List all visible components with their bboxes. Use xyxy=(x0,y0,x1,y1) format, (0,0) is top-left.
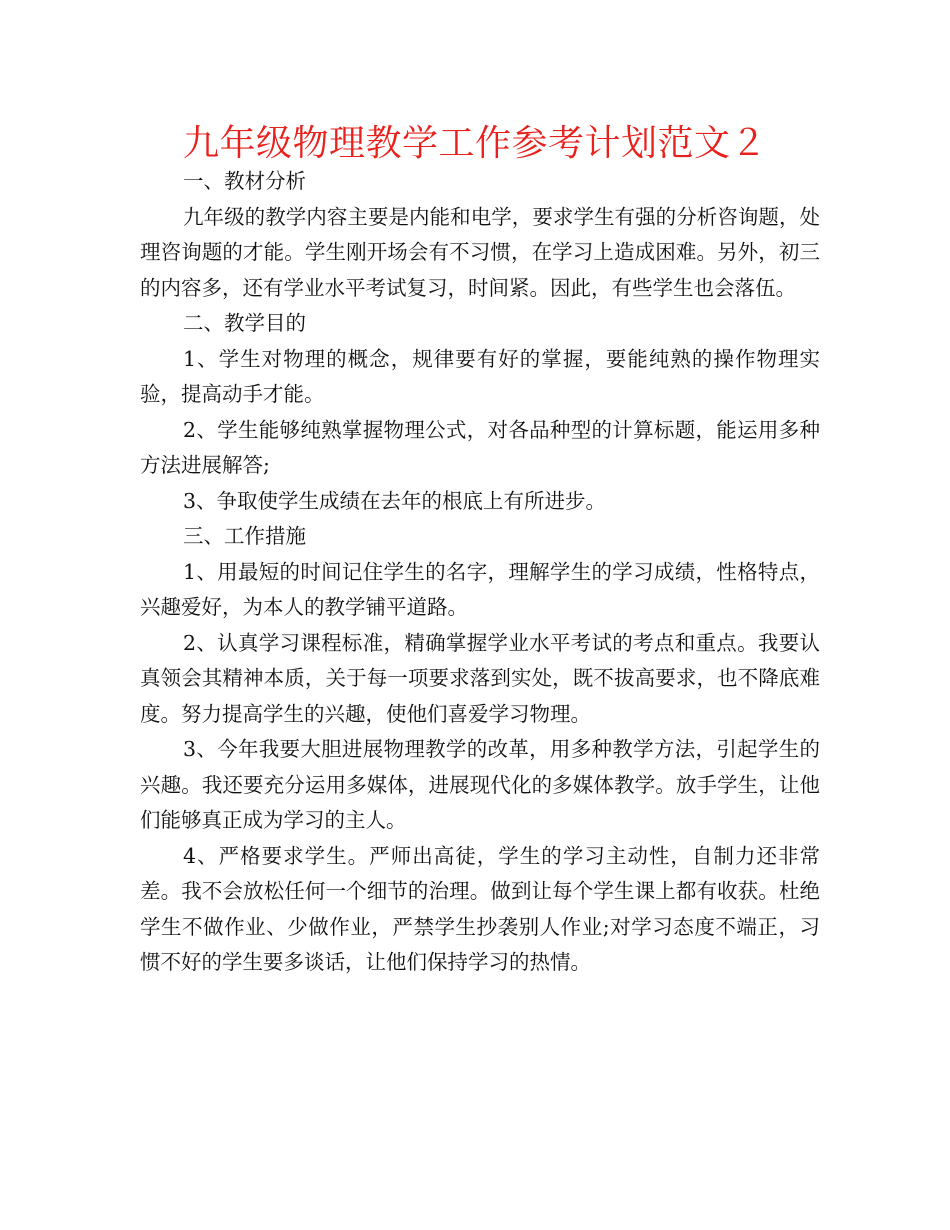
paragraph-textbook-analysis: 九年级的教学内容主要是内能和电学，要求学生有强的分析咨询题，处理咨询题的才能。学生刚开场会有不习惯，在学习上造成困难。另外，初三的内容多，还有学业水平考试复习，时间紧。因此，有些学生也会落伍。 xyxy=(140,204,820,300)
section-heading-work-measures: 三、工作措施 xyxy=(183,524,306,548)
goal-item-1: 1、学生对物理的概念，规律要有好的掌握，要能纯熟的操作物理实验，提高动手才能。 xyxy=(140,346,820,406)
measure-item-4: 4、严格要求学生。严师出高徒，学生的学习主动性，自制力还非常差。我不会放松任何一个细节的治理。做到让每个学生课上都有收获。杜绝学生不做作业、少做作业，严禁学生抄袭别人作业;对学习态度不端正，习惯不好的学生要多谈话，让他们保持学习的热情。 xyxy=(140,843,820,974)
measure-item-1: 1、用最短的时间记住学生的名字，理解学生的学习成绩，性格特点，兴趣爱好，为本人的教学铺平道路。 xyxy=(140,559,820,619)
measure-item-3: 3、今年我要大胆进展物理教学的改革，用多种教学方法，引起学生的兴趣。我还要充分运用多媒体，进展现代化的多媒体教学。放手学生，让他们能够真正成为学习的主人。 xyxy=(140,737,820,832)
measure-item-2: 2、认真学习课程标准，精确掌握学业水平考试的考点和重点。我要认真领会其精神本质，关于每一项要求落到实处，既不拔高要求，也不降底难度。努力提高学生的兴趣，使他们喜爱学习物理。 xyxy=(140,630,820,726)
goal-item-3: 3、争取使学生成绩在去年的根底上有所进步。 xyxy=(183,488,607,513)
section-heading-teaching-goals: 二、教学目的 xyxy=(183,311,306,335)
goal-item-2: 2、学生能够纯熟掌握物理公式，对各品种型的计算标题，能运用多种方法进展解答; xyxy=(140,417,820,477)
document-body xyxy=(140,164,820,981)
document-title: 九年级物理教学工作参考计划范文２ xyxy=(182,123,767,164)
section-heading-textbook-analysis: 一、教材分析 xyxy=(183,169,306,193)
